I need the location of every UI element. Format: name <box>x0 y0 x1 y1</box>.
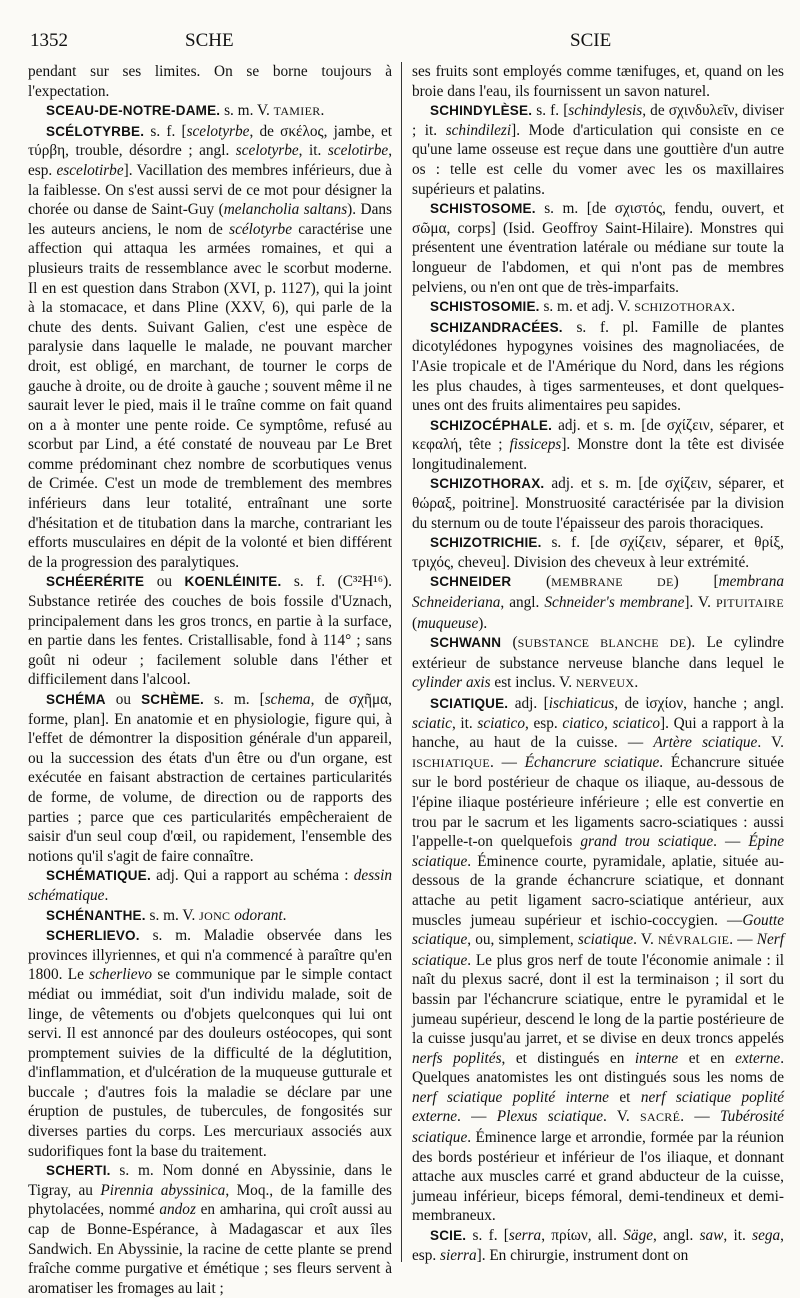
dictionary-entry <box>412 101 784 199</box>
entry-text: ou <box>105 691 142 708</box>
italic-text: nerf sciatique poplité interne <box>412 1088 609 1106</box>
entry-text: s. m. V. <box>145 906 200 924</box>
dictionary-entry <box>412 474 784 533</box>
italic-text: fissiceps <box>509 436 562 454</box>
entry-headword: SCHWANN <box>430 635 502 651</box>
dictionary-entry <box>412 297 784 318</box>
dictionary-entry <box>412 62 784 101</box>
dictionary-entry <box>28 866 392 905</box>
italic-text: dessin schématique <box>28 867 392 904</box>
italic-text: interne <box>634 1049 679 1067</box>
entry-text: . <box>731 298 736 316</box>
entry-text: ) [ <box>673 573 719 591</box>
italic-text: sega <box>752 1227 781 1245</box>
dictionary-entry <box>412 318 784 416</box>
small-caps-reference: SCHIZOTHORAX <box>634 300 732 315</box>
entry-headword: SCHISTOSOME. <box>430 201 536 217</box>
entry-text: , esp. <box>525 714 563 732</box>
dictionary-entry <box>412 533 784 572</box>
entry-text: ]. Mode d'articulation qui consiste en ce qu'une lame osseuse est reçue dans une gouttière d'un autre os : telle est celle du vomer avec les os maxillaires supérieurs et palatins. <box>412 121 784 198</box>
running-head-right: SCIE <box>570 30 612 51</box>
entry-text: s. m. [ <box>204 691 265 708</box>
italic-text: scélotyrbe <box>229 220 292 238</box>
italic-text: Artère sciatique <box>653 734 758 752</box>
entry-headword: SCHÉMATIQUE. <box>46 868 151 884</box>
dictionary-entry <box>28 62 392 101</box>
entry-text: . Le plus gros nerf de toute l'économie animale : il naît du plexus sacré, dont il est la terminaison ; il sort du bassin par l'échancrure sciatique, entre le pyramidal et le jumeau supérieur, descend le long de la partie postérieure de la cuisse jusqu'au jarret, et se divise en deux troncs appelés <box>412 951 784 1048</box>
entry-text: ses fruits sont employés comme tænifuges, et, quand on les broie dans l'eau, ils fournissent un savon naturel. <box>412 63 784 100</box>
entry-headword: SCHIZOTHORAX. <box>430 476 545 492</box>
entry-text: . Quelques anatomistes les ont distingués sous les noms de <box>412 1049 785 1087</box>
running-head-left: SCHE <box>185 30 234 51</box>
entry-text: . <box>104 886 109 904</box>
entry-text: , esp. <box>412 1227 784 1264</box>
entry-text: . Éminence courte, pyramidale, aplatie, située au-dessous de la grande échancrure sciatique, et donnant attache au petit ligament sacro-sciatique antérieur, aux muscles jumeau supérieur et ischio-coccygien. — <box>412 852 784 929</box>
italic-text: membrana Schneideriana <box>412 573 784 612</box>
entry-text: , it. <box>298 142 328 160</box>
italic-text: scelotyrbe <box>235 142 299 160</box>
entry-headword: SCHNEIDER <box>430 574 512 590</box>
entry-text: se communique par le simple contact médiat ou immédiat, soit d'un individu malade, soit de linge, de vêtements ou d'objets quelconques qui lui ont servi. Il est annoncé par des douleurs ostéocopes, qui sont promptement suivies de la difficulté de la déglutition, d'inflammation, et d'ulcération de la muqueuse gutturale et buccale ; d'autres fois la maladie se déclare par une éruption de pustules, de tubercules, de fongosités sur diverses parties du corps. Les mercuriaux associés aux sudorifiques font la base du traitement. <box>28 966 392 1160</box>
page-number: 1352 <box>30 30 68 51</box>
small-caps-reference: MEMBRANE DE <box>551 575 674 590</box>
dictionary-entry <box>28 906 392 927</box>
italic-text: cylinder axis <box>412 674 491 692</box>
italic-text: grand trou sciatique <box>580 833 714 851</box>
entry-text: . V. <box>633 931 658 949</box>
italic-text: sierra <box>440 1246 477 1264</box>
entry-text: , de ἰσχίον, hanche ; angl. <box>614 695 784 712</box>
entry-text: ]. Qui a rapport à la hanche, au haut de la cuisse. — <box>412 714 784 752</box>
entry-text: . — <box>713 833 749 851</box>
entry-headword: SCHISTOSOMIE. <box>430 299 540 315</box>
entry-text: s. f. [ <box>466 1227 509 1245</box>
entry-text: . <box>282 906 287 924</box>
entry-headword: SCIATIQUE. <box>430 696 509 711</box>
entry-text: . — <box>457 1108 497 1126</box>
entry-text: adj. Qui a rapport au schéma : <box>150 867 354 885</box>
entry-text: , esp. <box>28 142 393 179</box>
entry-text: . V. <box>757 734 784 752</box>
italic-text: sciatique <box>577 931 634 949</box>
left-column <box>28 62 393 1297</box>
italic-text: ischiaticus <box>548 695 615 712</box>
italic-text: ciatico, sciatico <box>562 714 661 732</box>
entry-text: ]. Monstre dont la tête est divisée longitudinalement. <box>412 436 784 473</box>
italic-text: schema <box>264 691 311 708</box>
entry-text: ( <box>412 614 418 632</box>
entry-headword: SCHERLIEVO. <box>46 928 140 944</box>
entry-text: adj. [ <box>508 695 549 712</box>
column-divider <box>401 62 402 1262</box>
entry-headword: SCÉLOTYRBE. <box>46 123 145 139</box>
entry-headword: SCHINDYLÈSE. <box>430 103 533 119</box>
entry-text: et <box>608 1088 641 1106</box>
entry-headword: SCHIZOCÉPHALE. <box>430 417 553 433</box>
entry-text: ). Le cylindre extérieur de substance nerveuse blanche dans lequel le <box>412 634 785 672</box>
entry-text: , it. <box>723 1227 753 1245</box>
dictionary-entry <box>412 199 784 297</box>
dictionary-entry <box>28 690 392 866</box>
entry-text: ]. Vacillation des membres inférieurs, due à la faiblesse. On s'est aussi servi de ce mot pour désigner la chorée ou danse de Saint-Guy ( <box>28 161 392 219</box>
italic-text: melancholia saltans <box>223 201 348 219</box>
entry-text: en amharina, qui croît aussi au cap de Bonne-Espérance, à Madagascar et aux îles Sandwich. En Abyssinie, la racine de cette plante se prend fraîche comme purgative et émétique ; ses fleurs servent à aromatiser les fromages au lait ; <box>28 1201 392 1297</box>
italic-text: sciatic <box>412 714 452 732</box>
entry-text: . <box>320 102 325 120</box>
dictionary-entry <box>28 1161 392 1298</box>
entry-text: , angl. <box>653 1227 700 1245</box>
entry-headword: SCHÉERÉRITE <box>46 574 145 590</box>
dictionary-entry <box>412 416 784 475</box>
entry-text: . — <box>680 1108 720 1126</box>
entry-text: ). <box>478 614 488 632</box>
entry-text: ( <box>501 634 518 652</box>
italic-text: Épine sciatique <box>412 833 784 870</box>
entry-text: . — <box>729 931 757 949</box>
entry-text: ]. V. <box>684 594 716 612</box>
small-caps-reference: SUBSTANCE BLANCHE DE <box>517 636 687 651</box>
entry-text: s. f. pl. Famille de plantes dicotylédones hypogynes voisines des magnoliacées, de l'Asie tropicale et de l'Amérique du Nord, dans les régions les plus chaudes, à tiges sarmenteuses, et dont quelques-unes ont des fruits alimentaires peu sapides. <box>412 318 784 415</box>
entry-headword: SCHERTI. <box>46 1163 111 1179</box>
entry-text: adj. et s. m. [de σχίζειν, séparer, et κεφαλή, tête ; <box>412 416 784 454</box>
entry-text: . Éminence large et arrondie, formée par la réunion des bords postérieur et inférieur de l'os iliaque, et donnant attache aux muscles carré et grand abducteur de la cuisse, jumeau inférieur, biceps fémoral, demi-tendineux et demi-membraneux. <box>412 1129 784 1225</box>
small-caps-reference: SACRÉ <box>640 1110 681 1125</box>
italic-text: nerfs poplités <box>412 1049 502 1067</box>
small-caps-reference: ISCHIATIQUE <box>412 755 490 770</box>
italic-text: Goutte sciatique <box>412 911 784 949</box>
italic-text: escelotirbe <box>56 161 124 179</box>
entry-text: s. f. (C³²H¹⁶). Substance retirée des couches de bois fossile d'Uznach, principalement dans les gros troncs, en partie à la surface, en partie dans les fentes. Cristallisable, fond à 114° ; sans goût ni odeur ; facilement soluble dans l'éther et difficilement dans l'alcool. <box>28 573 392 689</box>
small-caps-reference: TAMIER <box>273 104 321 119</box>
entry-text: pendant sur ses limites. On se borne toujours à l'expectation. <box>28 63 392 100</box>
entry-text: , de σχινδυλεῖν, diviser ; it. <box>412 102 784 139</box>
entry-text: ). Dans les auteurs anciens, le nom de <box>28 201 392 238</box>
italic-text: Tubérosité sciatique <box>412 1108 784 1147</box>
entry-headword: SCHÈME. <box>141 692 204 707</box>
italic-text: Plexus sciatique <box>496 1108 604 1126</box>
entry-text: est inclus. V. <box>490 674 576 692</box>
dictionary-entry <box>28 122 392 573</box>
dictionary-entry <box>412 572 784 633</box>
entry-text: , πρίων, all. <box>541 1227 624 1245</box>
dictionary-entry <box>28 926 392 1161</box>
italic-text: muqueuse <box>417 614 479 632</box>
italic-text: Nerf sciatique <box>412 931 784 969</box>
italic-text: odorant <box>234 906 283 924</box>
italic-text: saw <box>699 1227 724 1245</box>
italic-text: Säge <box>623 1227 654 1245</box>
entry-text: , it. <box>451 714 478 732</box>
entry-headword: SCHÉNANTHE. <box>46 907 146 923</box>
italic-text: Pirennia abyssinica <box>100 1181 226 1199</box>
entry-text: . <box>634 674 639 692</box>
entry-text: ( <box>511 573 552 591</box>
italic-text: externe <box>735 1049 781 1067</box>
small-caps-reference: PITUITAIRE <box>715 596 784 611</box>
entry-text: s. f. [ <box>532 102 569 120</box>
small-caps-reference: JONC <box>199 908 231 923</box>
italic-text: sciatico <box>477 714 525 732</box>
entry-text: ou <box>144 573 185 591</box>
entry-headword: SCHÉMA <box>46 692 106 707</box>
entry-text: s. f. [ <box>144 122 187 140</box>
italic-text: schindilezi <box>445 121 512 139</box>
entry-text: s. f. [de σχίζειν, séparer, et θρίξ, τριχός, cheveu]. Division des cheveux à leur extrémité. <box>412 534 784 571</box>
entry-headword: SCHIZOTRICHIE. <box>430 535 542 551</box>
entry-text: ]. En chirurgie, instrument dont on <box>476 1246 689 1264</box>
entry-text: caractérise une affection qui attaqua les armées romaines, et qui a plusieurs traits de ressemblance avec le scorbut moderne. Il en est question dans Strabon (XVI, p. 1127), qui la joint à la stomacace, et dans Pline (XXV, 6), qui parle de la chute des dents. Suivant Galien, c'est une espèce de paralysie dans laquelle le malade, ne pouvant marcher droit, est obligé, en marchant, de tourner le corps de gauche à droite, ou de droite à gauche ; souvent même il ne saurait lever le pied, mais il le traîne comme on fait quand on a à monter une pente roide. Ce symptôme, refusé au scorbut par Lind, a été constaté de nouveau par Le Bret comme prédominant chez nombre de scorbutiques venus de Crimée. C'est un mode de tremblement des membres inférieurs dans leur totalité, entraînant une sorte d'hésitation et de titubation dans la marche, contrariant les efforts musculaires en dépit de la volonté et bien différent de la progression des paralytiques. <box>28 220 392 571</box>
italic-text: Échancrure sciatique <box>524 753 660 771</box>
italic-text: scelotyrbe <box>186 122 250 140</box>
dictionary-entry <box>412 694 784 1226</box>
entry-text: s. m. [de σχιστός, fendu, ouvert, et σῶμα, corps] (Isid. Geoffroy Saint-Hilaire). Monstres qui présentent une éventration latérale ou médiane sur toute la longueur de l'abdomen, et qui n'ont pas de membres pelviens, ou n'en ont que de très-imparfaits. <box>412 200 784 296</box>
dictionary-entry <box>28 572 392 690</box>
dictionary-entry <box>412 633 784 694</box>
small-caps-reference: NÉVRALGIE <box>657 933 730 948</box>
italic-text: scherlievo <box>89 966 153 984</box>
entry-text: adj. et s. m. [de σχίζειν, séparer, et θώραξ, poitrine]. Monstruosité caractérisée par la division du sternum ou de toute l'épaisseur des parois thoraciques. <box>412 475 784 532</box>
small-caps-reference: NERVEUX <box>575 676 635 691</box>
entry-text: . — <box>489 753 525 771</box>
page-header <box>0 30 800 54</box>
entry-text: , de σκέλος, jambe, et τύρβη, trouble, désordre ; angl. <box>28 122 392 160</box>
entry-text: , Moq., de la famille des phytolacées, nommé <box>28 1181 392 1219</box>
italic-text: andoz <box>159 1201 196 1219</box>
italic-text: serra <box>508 1227 542 1245</box>
entry-headword: SCIE. <box>430 1228 467 1244</box>
entry-text: , ou, simplement, <box>467 931 578 949</box>
dictionary-entry <box>28 101 392 122</box>
entry-text: et en <box>678 1049 736 1067</box>
italic-text: schindylesis <box>568 102 643 120</box>
entry-text: s. m. Nom donné en Abyssinie, dans le Tigray, au <box>28 1162 392 1199</box>
entry-text: . Échancrure située sur le bord postérieur de chaque os iliaque, au-dessous de l'épine iliaque postérieure inférieure ; elle est convertie en trou par le sacrum et les ligaments sacro-sciatiques : aussi l'appelle-t-on quelquefois <box>412 753 784 851</box>
entry-text: s. m. Maladie observée dans les provinces illyriennes, et qui n'a commencé à paraître qu'en 1800. Le <box>28 927 392 984</box>
entry-text: s. m. V. <box>220 102 274 120</box>
entry-text: , de σχῆμα, forme, plan]. En anatomie et en physiologie, figure qui, à l'effet de démontrer la disposition générale d'un appareil, ou la succession des états d'un être ou d'un organe, est exécutée en faisant abstraction de certaines particularités de forme, de volume, de direction ou de rapports des parties ; parce que ces particularités empêcheraient de saisir d'un seul coup d'œil, ou rapidement, l'ensemble des notions qu'il s'agit de faire connaître. <box>28 691 392 865</box>
entry-text: , et distingués en <box>501 1049 635 1067</box>
entry-headword: SCHIZANDRACÉES. <box>430 319 563 335</box>
dictionary-entry <box>412 1226 784 1265</box>
entry-headword: SCEAU-DE-NOTRE-DAME. <box>46 103 221 119</box>
entry-text: , angl. <box>500 594 545 612</box>
italic-text: nerf sciatique poplité externe <box>412 1088 784 1126</box>
entry-text: . V. <box>603 1108 641 1126</box>
italic-text: scelotirbe <box>327 142 389 160</box>
italic-text: Schneider's membrane <box>544 594 685 612</box>
entry-text: s. m. et adj. V. <box>539 298 635 316</box>
entry-headword: KOENLÉINITE. <box>184 574 282 590</box>
right-column <box>412 62 784 1267</box>
